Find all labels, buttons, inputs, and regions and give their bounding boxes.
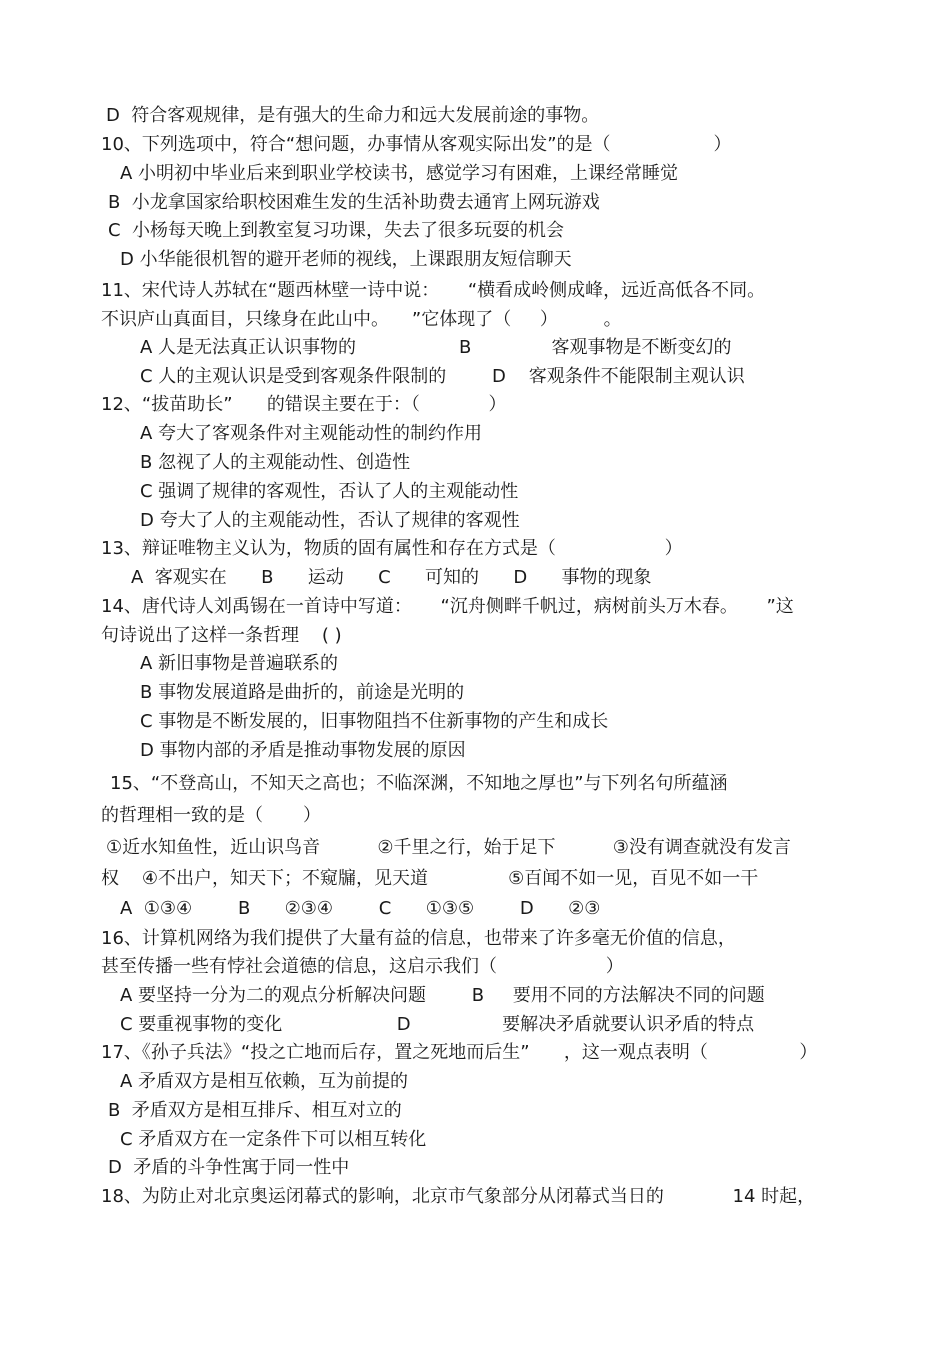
- q10-option-d: D 小华能很机智的避开老师的视线，上课跟朋友短信聊天: [120, 249, 572, 270]
- q13-options: A 客观实在 B 运动 C 可知的 D 事物的现象: [131, 567, 652, 588]
- q12-option-b: B 忽视了人的主观能动性、创造性: [140, 452, 411, 473]
- q11-stem-cont: 不识庐山真面目，只缘身在此山中。 ”它体现了（ ） 。: [101, 309, 622, 330]
- q14-option-d: D 事物内部的矛盾是推动事物发展的原因: [140, 740, 466, 761]
- q9-option-d: D 符合客观规律，是有强大的生命力和远大发展前途的事物。: [106, 105, 600, 126]
- q16-stem: 16、计算机网络为我们提供了大量有益的信息，也带来了许多毫无价值的信息，: [101, 928, 736, 949]
- q16-options-cd: C 要重视事物的变化 D 要解决矛盾就要认识矛盾的特点: [120, 1014, 755, 1035]
- q17-stem: 17、《孙子兵法》“投之亡地而后存，置之死地而后生” ，这一观点表明（ ）: [101, 1042, 818, 1063]
- q14-option-c: C 事物是不断发展的，旧事物阻挡不住新事物的产生和成长: [140, 711, 609, 732]
- q17-option-c: C 矛盾双方在一定条件下可以相互转化: [120, 1129, 427, 1150]
- q18-stem: 18、为防止对北京奥运闭幕式的影响，北京市气象部分从闭幕式当日的 14 时起，: [101, 1186, 816, 1207]
- q15-stem: 15、“不登高山，不知天之高也；不临深渊，不知地之厚也”与下列名句所蕴涵: [110, 773, 728, 794]
- q11-options-ab: A 人是无法真正认识事物的 B 客观事物是不断变幻的: [140, 337, 732, 358]
- q15-items-cont: 权 ④不出户，知天下；不窥牖，见天道 ⑤百闻不如一见，百见不如一干: [101, 868, 759, 889]
- q17-option-a: A 矛盾双方是相互依赖，互为前提的: [120, 1071, 409, 1092]
- q12-option-d: D 夸大了人的主观能动性，否认了规律的客观性: [140, 510, 520, 531]
- q14-option-b: B 事物发展道路是曲折的，前途是光明的: [140, 682, 465, 703]
- q10-stem: 10、下列选项中，符合“想问题，办事情从客观实际出发”的是（ ）: [101, 134, 732, 155]
- q13-stem: 13、辩证唯物主义认为，物质的固有属性和存在方式是（ ）: [101, 538, 683, 559]
- q14-stem: 14、唐代诗人刘禹锡在一首诗中写道： “沉舟侧畔千帆过，病树前头万木春。 ”这: [101, 596, 794, 617]
- q14-stem-cont: 句诗说出了这样一条哲理 ( ): [101, 625, 342, 646]
- q10-option-b: B 小龙拿国家给职校困难生发的生活补助费去通宵上网玩游戏: [108, 192, 600, 213]
- q16-stem-cont: 甚至传播一些有悖社会道德的信息，这启示我们（ ）: [101, 956, 624, 977]
- q15-items: ①近水知鱼性，近山识鸟音 ②千里之行，始于足下 ③没有调查就没有发言: [106, 837, 791, 858]
- q14-option-a: A 新旧事物是普遍联系的: [140, 653, 339, 674]
- q17-option-b: B 矛盾双方是相互排斥、相互对立的: [108, 1100, 402, 1121]
- q15-options: A ①③④ B ②③④ C ①③⑤ D ②③: [120, 898, 601, 919]
- q10-option-c: C 小杨每天晚上到教室复习功课，失去了很多玩耍的机会: [108, 220, 565, 241]
- q11-options-cd: C 人的主观认识是受到客观条件限制的 D 客观条件不能限制主观认识: [140, 366, 745, 387]
- q15-stem-cont: 的哲理相一致的是（ ）: [101, 805, 322, 826]
- q11-stem: 11、宋代诗人苏轼在“题西林壁一诗中说： “横看成岭侧成峰，远近高低各不同。: [101, 280, 766, 301]
- q10-option-a: A 小明初中毕业后来到职业学校读书，感觉学习有困难，上课经常睡觉: [120, 163, 679, 184]
- q12-option-c: C 强调了规律的客观性，否认了人的主观能动性: [140, 481, 519, 502]
- q12-option-a: A 夸大了客观条件对主观能动性的制约作用: [140, 423, 483, 444]
- q17-option-d: D 矛盾的斗争性寓于同一性中: [108, 1157, 350, 1178]
- q16-options-ab: A 要坚持一分为二的观点分析解决问题 B 要用不同的方法解决不同的问题: [120, 985, 765, 1006]
- q12-stem: 12、“拔苗助长” 的错误主要在于：（ ）: [101, 394, 507, 415]
